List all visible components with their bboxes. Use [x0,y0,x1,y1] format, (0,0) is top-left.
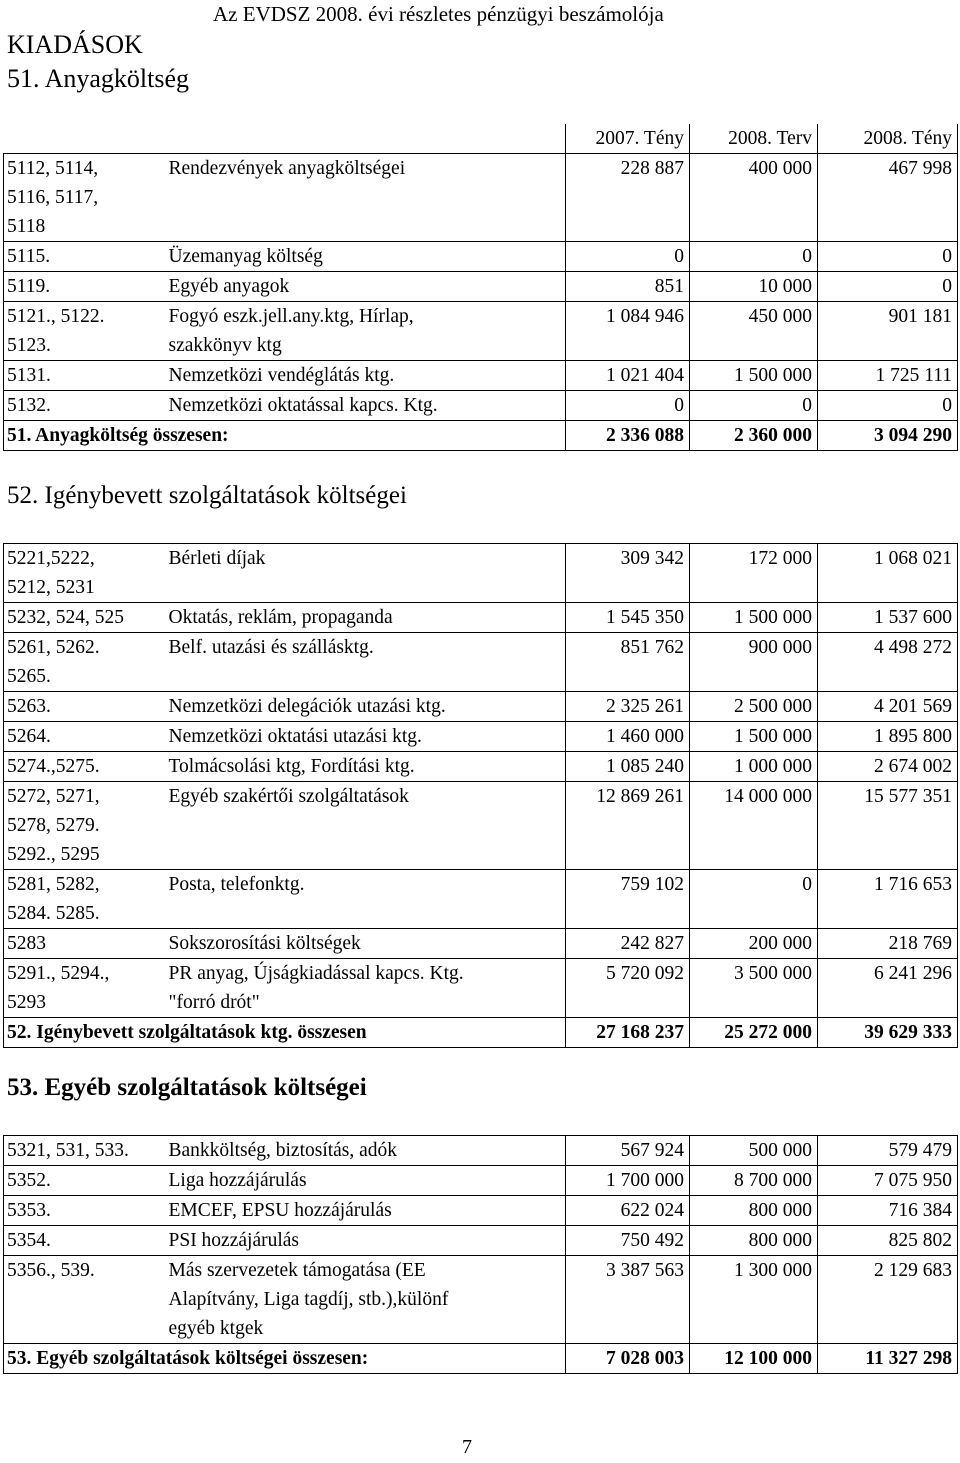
value-2008-terv: 450 000 [690,302,818,361]
section-53-heading: 53. Egyéb szolgáltatások költségei [7,1074,367,1101]
column-header: 2008. Terv [690,124,818,154]
value-2008-terv: 800 000 [690,1196,818,1226]
value-2008-teny: 1 068 021 [818,544,958,603]
value-2008-terv: 200 000 [690,929,818,959]
row-name: Fogyó eszk.jell.any.ktg, Hírlap, szakkönyv ktg [166,302,566,361]
table-row [4,782,958,870]
row-name: Más szervezetek támogatása (EE Alapítvány, Liga tagdíj, stb.),különf egyéb ktgek [166,1256,566,1344]
row-code: 5132. [4,391,166,421]
value-2008-teny: 1 725 111 [818,361,958,391]
section-51-heading: 51. Anyagköltség [7,64,189,93]
value-2008-terv: 0 [690,870,818,929]
value-2008-teny: 825 802 [818,1226,958,1256]
total-row [4,1344,958,1374]
value-2008-teny: 218 769 [818,929,958,959]
table-row [4,722,958,752]
row-code: 5272, 5271, 5278, 5279. 5292., 5295 [4,782,166,870]
table-row [4,692,958,722]
value-2007-teny: 1 021 404 [566,361,690,391]
table-53 [3,1135,958,1374]
row-code: 5291., 5294., 5293 [4,959,166,1018]
row-code: 5356., 539. [4,1256,166,1344]
value-2008-terv: 400 000 [690,154,818,242]
table-row [4,870,958,929]
report-title: Az EVDSZ 2008. évi részletes pénzügyi beszámolója [213,2,664,26]
value-2008-terv: 1 500 000 [690,722,818,752]
row-code: 5115. [4,242,166,272]
table-row [4,1226,958,1256]
value-2007-teny: 622 024 [566,1196,690,1226]
value-2007-teny: 242 827 [566,929,690,959]
row-code: 5261, 5262. 5265. [4,633,166,692]
value-2007-teny: 309 342 [566,544,690,603]
row-name: PR anyag, Újságkiadással kapcs. Ktg. "forró drót" [166,959,566,1018]
total-2007-teny: 27 168 237 [566,1018,690,1048]
value-2008-terv: 1 300 000 [690,1256,818,1344]
value-2008-terv: 14 000 000 [690,782,818,870]
value-2008-teny: 4 201 569 [818,692,958,722]
kiadasok-heading: KIADÁSOK [7,30,143,59]
value-2008-terv: 900 000 [690,633,818,692]
table-row [4,361,958,391]
column-header-row [4,124,958,154]
value-2007-teny: 2 325 261 [566,692,690,722]
value-2008-teny: 2 129 683 [818,1256,958,1344]
value-2007-teny: 1 460 000 [566,722,690,752]
value-2008-teny: 467 998 [818,154,958,242]
total-2008-teny: 3 094 290 [818,421,958,451]
row-name: Oktatás, reklám, propaganda [166,603,566,633]
total-label: 53. Egyéb szolgáltatások költségei összesen: [4,1344,566,1374]
row-code: 5281, 5282, 5284. 5285. [4,870,166,929]
value-2007-teny: 1 085 240 [566,752,690,782]
value-2008-terv: 0 [690,242,818,272]
row-name: Nemzetközi oktatással kapcs. Ktg. [166,391,566,421]
row-code: 5274.,5275. [4,752,166,782]
value-2008-teny: 0 [818,391,958,421]
row-name: EMCEF, EPSU hozzájárulás [166,1196,566,1226]
value-2007-teny: 12 869 261 [566,782,690,870]
row-code: 5131. [4,361,166,391]
value-2008-terv: 8 700 000 [690,1166,818,1196]
value-2008-terv: 1 000 000 [690,752,818,782]
row-name: Liga hozzájárulás [166,1166,566,1196]
total-2008-terv: 12 100 000 [690,1344,818,1374]
row-code: 5263. [4,692,166,722]
value-2008-teny: 901 181 [818,302,958,361]
row-code: 5112, 5114, 5116, 5117, 5118 [4,154,166,242]
total-row [4,1018,958,1048]
total-2008-terv: 25 272 000 [690,1018,818,1048]
value-2008-teny: 6 241 296 [818,959,958,1018]
page-number: 7 [462,1436,472,1458]
value-2007-teny: 1 545 350 [566,603,690,633]
table-row [4,1136,958,1166]
row-code: 5352. [4,1166,166,1196]
row-name: Belf. utazási és szállásktg. [166,633,566,692]
table-row [4,302,958,361]
row-name: Posta, telefonktg. [166,870,566,929]
value-2007-teny: 567 924 [566,1136,690,1166]
value-2008-terv: 1 500 000 [690,361,818,391]
value-2008-terv: 3 500 000 [690,959,818,1018]
value-2008-teny: 0 [818,242,958,272]
row-code: 5353. [4,1196,166,1226]
section-52-heading: 52. Igénybevett szolgáltatások költségei [7,482,407,509]
total-row [4,421,958,451]
value-2007-teny: 759 102 [566,870,690,929]
value-2007-teny: 1 084 946 [566,302,690,361]
value-2008-terv: 0 [690,391,818,421]
value-2008-terv: 1 500 000 [690,603,818,633]
value-2008-teny: 1 537 600 [818,603,958,633]
row-code: 5121., 5122. 5123. [4,302,166,361]
value-2008-terv: 800 000 [690,1226,818,1256]
table-51 [3,124,958,451]
total-label: 52. Igénybevett szolgáltatások ktg. összesen [4,1018,566,1048]
table-row [4,603,958,633]
value-2008-teny: 2 674 002 [818,752,958,782]
value-2008-teny: 716 384 [818,1196,958,1226]
table-row [4,1166,958,1196]
row-name: Nemzetközi oktatási utazási ktg. [166,722,566,752]
row-code: 5221,5222, 5212, 5231 [4,544,166,603]
row-name: Rendezvények anyagköltségei [166,154,566,242]
column-header: 2008. Tény [818,124,958,154]
row-name: Nemzetközi delegációk utazási ktg. [166,692,566,722]
value-2008-teny: 0 [818,272,958,302]
total-2007-teny: 7 028 003 [566,1344,690,1374]
column-header: 2007. Tény [566,124,690,154]
row-name: Egyéb anyagok [166,272,566,302]
value-2007-teny: 0 [566,242,690,272]
row-name: Nemzetközi vendéglátás ktg. [166,361,566,391]
value-2007-teny: 750 492 [566,1226,690,1256]
row-code: 5119. [4,272,166,302]
total-2008-terv: 2 360 000 [690,421,818,451]
value-2008-terv: 10 000 [690,272,818,302]
table-row [4,633,958,692]
value-2008-teny: 4 498 272 [818,633,958,692]
value-2007-teny: 851 762 [566,633,690,692]
table-row [4,391,958,421]
value-2008-terv: 172 000 [690,544,818,603]
table-row [4,242,958,272]
table-52 [3,543,958,1048]
row-name: Egyéb szakértői szolgáltatások [166,782,566,870]
value-2007-teny: 228 887 [566,154,690,242]
row-code: 5354. [4,1226,166,1256]
value-2007-teny: 5 720 092 [566,959,690,1018]
row-name: Tolmácsolási ktg, Fordítási ktg. [166,752,566,782]
table-row [4,1196,958,1226]
value-2007-teny: 0 [566,391,690,421]
value-2008-teny: 579 479 [818,1136,958,1166]
value-2008-teny: 1 716 653 [818,870,958,929]
row-code: 5232, 524, 525 [4,603,166,633]
value-2007-teny: 851 [566,272,690,302]
table-row [4,154,958,242]
table-row [4,1256,958,1344]
table-row [4,959,958,1018]
total-label: 51. Anyagköltség összesen: [4,421,566,451]
table-row [4,752,958,782]
value-2008-teny: 7 075 950 [818,1166,958,1196]
row-name: Üzemanyag költség [166,242,566,272]
value-2007-teny: 1 700 000 [566,1166,690,1196]
total-2008-teny: 39 629 333 [818,1018,958,1048]
table-row [4,544,958,603]
table-row [4,929,958,959]
value-2008-terv: 2 500 000 [690,692,818,722]
row-name: Sokszorosítási költségek [166,929,566,959]
row-code: 5283 [4,929,166,959]
value-2008-teny: 15 577 351 [818,782,958,870]
row-name: PSI hozzájárulás [166,1226,566,1256]
total-2008-teny: 11 327 298 [818,1344,958,1374]
value-2008-teny: 1 895 800 [818,722,958,752]
row-name: Bankköltség, biztosítás, adók [166,1136,566,1166]
total-2007-teny: 2 336 088 [566,421,690,451]
value-2007-teny: 3 387 563 [566,1256,690,1344]
value-2008-terv: 500 000 [690,1136,818,1166]
row-code: 5264. [4,722,166,752]
row-name: Bérleti díjak [166,544,566,603]
table-row [4,272,958,302]
row-code: 5321, 531, 533. [4,1136,166,1166]
